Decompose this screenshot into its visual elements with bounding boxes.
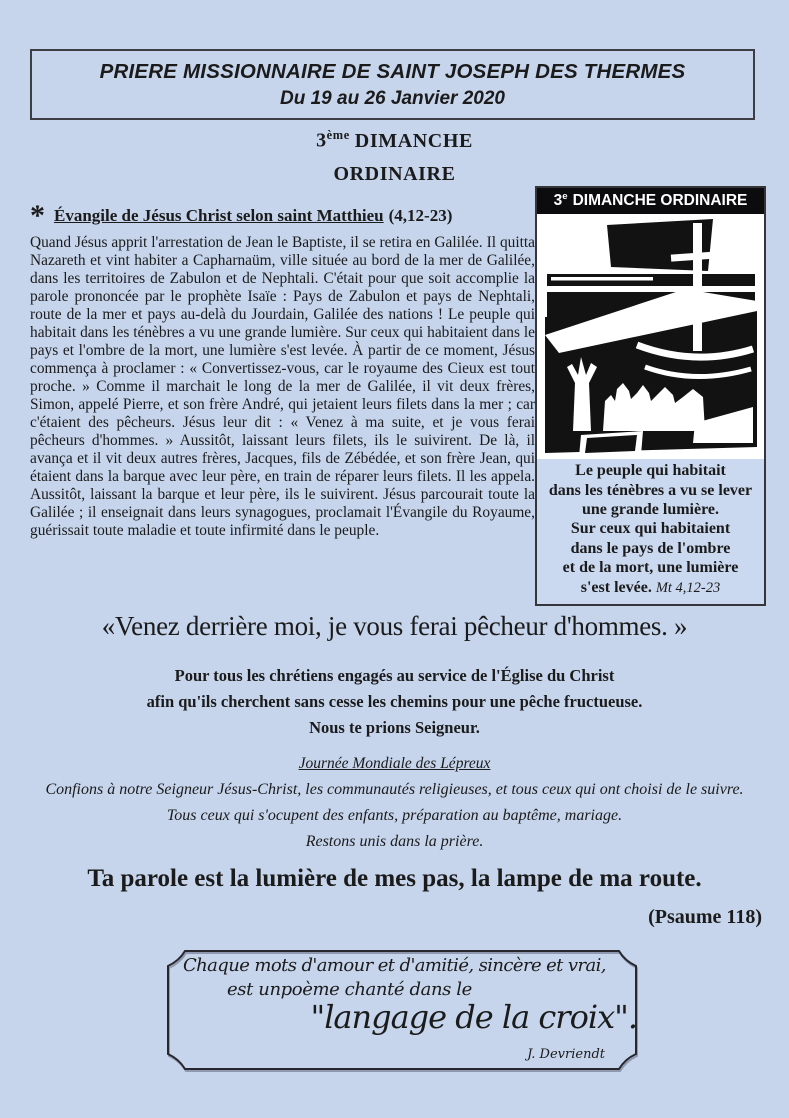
prayer-line: Nous te prions Seigneur.	[309, 717, 480, 737]
caption-last-line	[539, 578, 762, 598]
gospel-text: Quand Jésus apprit l'arrestation de Jean le Baptiste, il se retira en Galilée. Il quitta Nazareth et vint habiter a Capharnaüm, ville située au bord de la mer de Galilée, dans les territoires de Zabulon et de Nephtali. C'était pour que soit accomplie la parole prononcée par le prophète Isaïe : Pays de Zabulon et pays de Nephtali, route de la mer et pays au-delà du Jourdain, Galilée des nations ! Le peuple qui habitait dans les ténèbres a vu une grande lumière. Sur ceux qui habitaient dans le pays et l'ombre de la mort, une lumière s'est levée. À partir de ce moment, Jésus commença à proclamer : « Convertissez-vous, car le royaume des Cieux est tout proche. » Comme il marchait le long de la mer de Galilée, il vit deux frères, Simon, appelé Pierre, et son frère André, qui jetaient leurs filets dans la mer ; car c'étaient des pêcheurs. Jésus leur dit : « Venez à ma suite, et je vous ferai pêcheurs d'hommes. » Aussitôt, laissant leurs filets, ils le suivirent. De là, il avança et il vit deux autres frères, Jacques, fils de Zébédée, et son frère Jean, qui étaient dans la barque avec leur père, en train de réparer leurs filets. Il les appela. Aussitôt, laissant la barque et leur père, ils le suivirent. Jésus parcourait toute la Galilée ; il enseignait dans leurs synagogues, proclamait l'Évangile du Royaume, guérissait toute maladie et toute infirmité dans le peuple.	[30, 234, 535, 539]
woodcut-illustration	[537, 214, 764, 459]
banner-text: DIMANCHE ORDINAIRE	[572, 192, 748, 210]
sunday-heading-line2: ORDINAIRE	[333, 163, 456, 185]
psalm-reference: (Psaume 118)	[648, 906, 762, 928]
poem-line: est unpoème chanté dans le	[227, 979, 472, 1000]
caption-line: Le peuple qui habitait	[575, 462, 726, 480]
prayer-line: afin qu'ils cherchent sans cesse les chemins pour une pêche fructueuse.	[146, 691, 643, 711]
gospel-reference: (4,12-23)	[388, 206, 453, 225]
asterisk-mark: *	[30, 199, 45, 232]
section-line: Restons unis dans la prière.	[305, 833, 484, 850]
sunday-word: DIMANCHE	[354, 129, 473, 152]
caption-line: et de la mort, une lumière	[562, 559, 739, 577]
banner-ordinal-suffix: e	[562, 191, 568, 202]
poem-line: Chaque mots d'amour et d'amitié, sincère et vrai,	[183, 955, 606, 976]
header-box	[30, 49, 755, 120]
caption-line: une grande lumière.	[581, 500, 720, 518]
gospel-heading	[30, 199, 535, 233]
scripture-reference: Mt 4,12-23	[655, 579, 721, 596]
gospel-title: Évangile de Jésus Christ selon saint Matthieu	[54, 206, 384, 225]
woodcut-svg	[545, 217, 757, 457]
sunday-heading-line1	[0, 128, 789, 153]
sidebar-card	[535, 186, 766, 606]
section-title: Journée Mondiale des Lépreux	[298, 755, 491, 772]
gospel-quote: «Venez derrière moi, je vous ferai pêcheur d'hommes. »	[101, 611, 688, 641]
prayer-line: Pour tous les chrétiens engagés au service de l'Église du Christ	[174, 666, 615, 685]
sidebar-banner	[537, 188, 764, 214]
caption-line: Sur ceux qui habitaient	[570, 520, 731, 538]
bulletin-dates: Du 19 au 26 Janvier 2020	[280, 87, 505, 109]
sunday-ordinal-suffix: ème	[326, 128, 350, 142]
poem-signature: J. Devriendt	[527, 1047, 605, 1062]
caption-line: dans le pays de l'ombre	[570, 539, 731, 557]
banner-number: 3	[553, 192, 563, 210]
poem-line: "langage de la croix".	[310, 998, 637, 1036]
sidebar-caption	[537, 459, 764, 604]
section-line: Tous ceux qui s'ocupent des enfants, préparation au baptême, mariage.	[166, 807, 623, 824]
caption-line: s'est levée.	[580, 578, 652, 596]
world-leprosy-day-section	[0, 751, 789, 855]
bulletin-title: PRIERE MISSIONNAIRE DE SAINT JOSEPH DES THERMES	[99, 59, 686, 83]
caption-line: dans les ténèbres a vu se lever	[548, 481, 753, 499]
sunday-number: 3	[316, 129, 327, 152]
section-line: Confions à notre Seigneur Jésus-Christ, les communautés religieuses, et tous ceux qui ont choisi de le suivre.	[45, 781, 744, 798]
psalm-verse: Ta parole est la lumière de mes pas, la lampe de ma route.	[87, 865, 702, 892]
poem-plaque	[165, 948, 639, 1072]
prayer-intention	[0, 663, 789, 740]
